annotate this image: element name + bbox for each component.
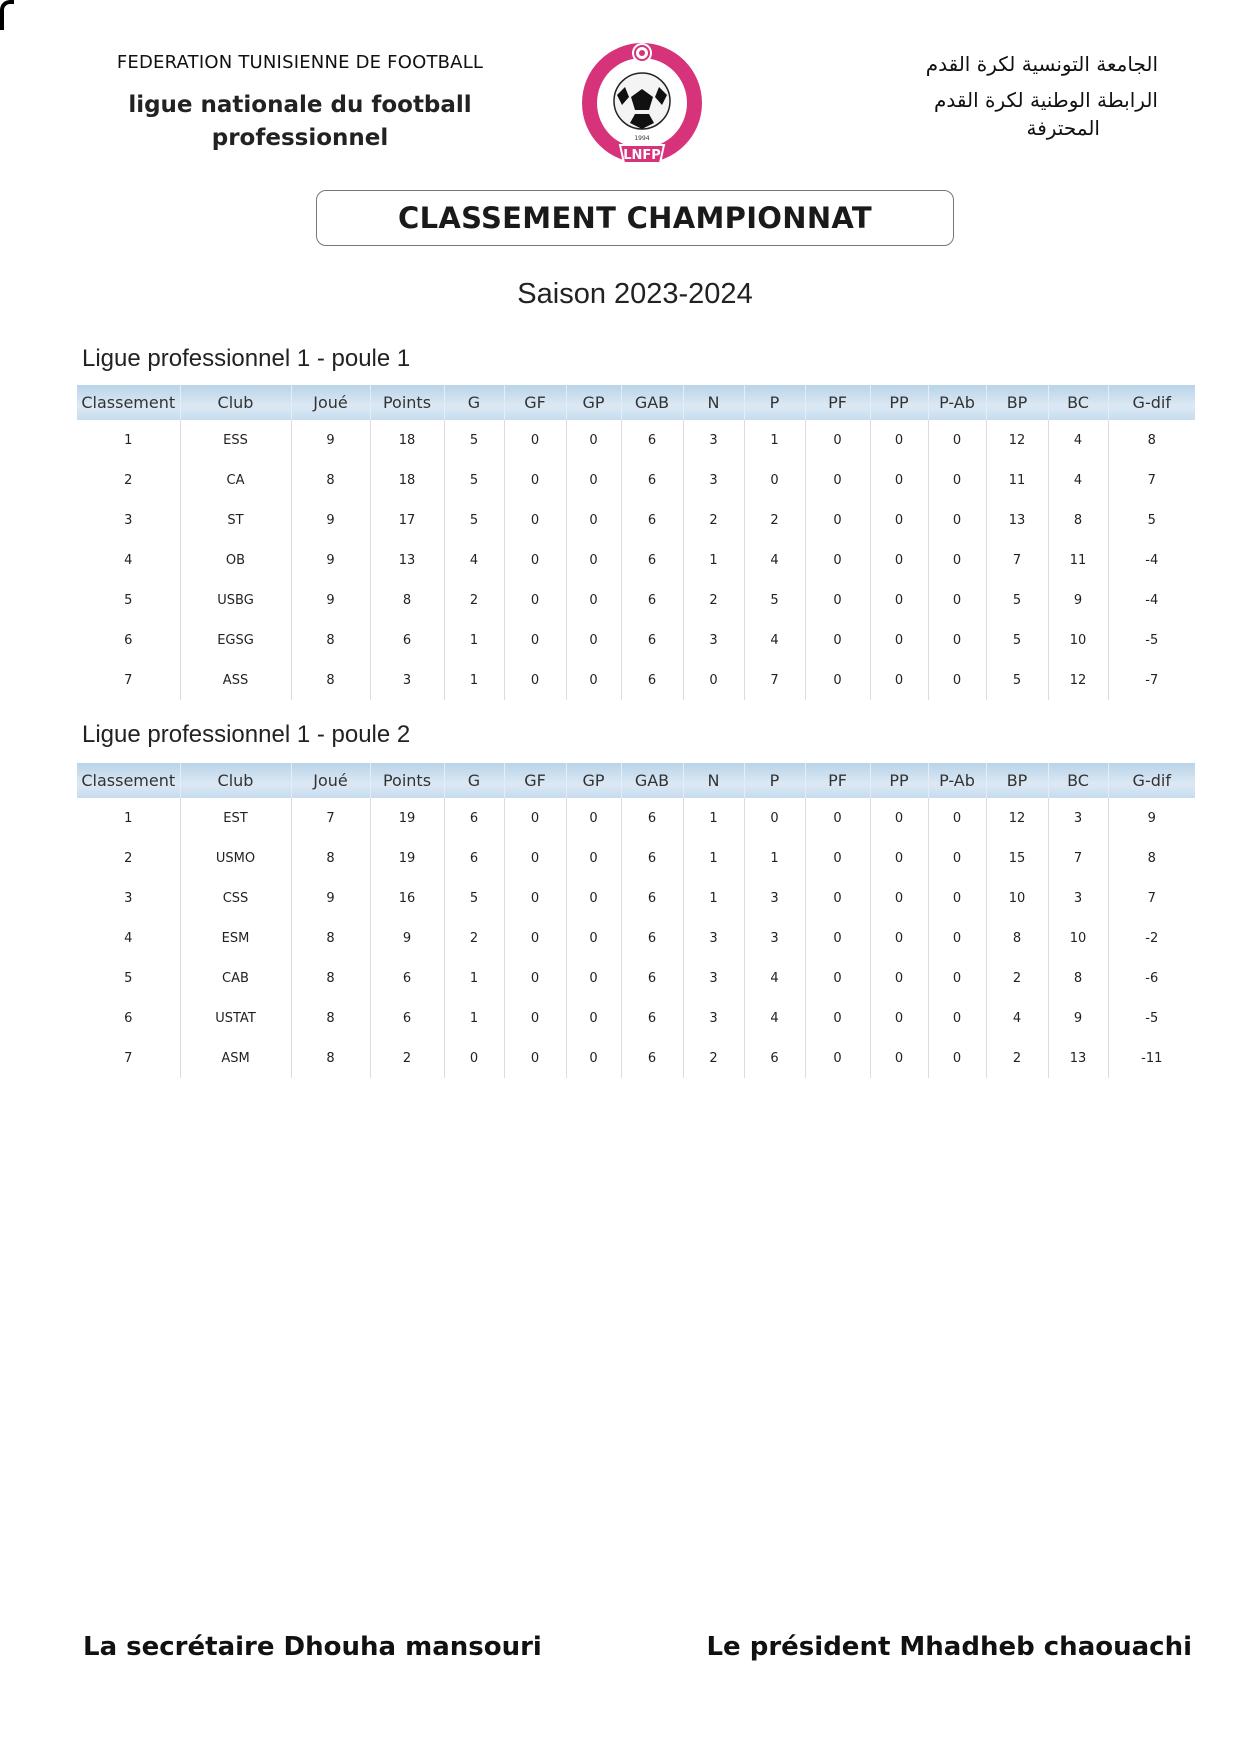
header-french <box>80 52 520 155</box>
table-cell: 6 <box>621 540 683 580</box>
table-cell: 0 <box>928 620 986 660</box>
table-cell: -5 <box>1108 620 1195 660</box>
table-row <box>77 580 1195 620</box>
table-cell: 2 <box>124 472 133 488</box>
table-cell: -6 <box>1108 958 1195 998</box>
table-cell: -5 <box>1108 998 1195 1038</box>
scan-corner-mark <box>0 0 14 30</box>
table-cell: 0 <box>566 838 621 878</box>
table-cell: 4 <box>744 998 805 1038</box>
table-cell: 3 <box>683 918 744 958</box>
table-cell: 5 <box>444 420 504 460</box>
column-header: N <box>683 763 744 798</box>
table-cell: 1 <box>444 958 504 998</box>
column-header: Joué <box>291 385 370 420</box>
table-cell: 1 <box>744 838 805 878</box>
table-cell: 7 <box>1108 460 1195 500</box>
poule-1-title: Ligue professionnel 1 - poule 1 <box>82 345 411 372</box>
table-cell: 3 <box>683 998 744 1038</box>
table-cell: 0 <box>504 620 566 660</box>
table-cell: 2 <box>683 1038 744 1078</box>
table-cell: 0 <box>504 500 566 540</box>
column-header: GP <box>566 763 621 798</box>
table-cell: 0 <box>870 958 928 998</box>
column-header: PP <box>870 385 928 420</box>
table-cell: 3 <box>683 620 744 660</box>
column-header: PF <box>805 763 870 798</box>
table-cell: 0 <box>504 958 566 998</box>
table-cell: 0 <box>870 660 928 700</box>
table-cell: 0 <box>566 660 621 700</box>
table-cell: 16 <box>370 878 444 918</box>
column-header: P <box>744 385 805 420</box>
president-signature: Le président Mhadheb chaouachi <box>706 1632 1192 1662</box>
table-cell: 0 <box>928 878 986 918</box>
column-header: Classement <box>77 385 180 420</box>
table-cell: 6 <box>444 798 504 838</box>
column-header: Club <box>180 385 291 420</box>
table-cell: 0 <box>504 838 566 878</box>
table-cell: 0 <box>805 580 870 620</box>
table-cell: 6 <box>444 838 504 878</box>
table-cell: 9 <box>1108 798 1195 838</box>
table-cell: 9 <box>291 420 370 460</box>
table-cell: 2 <box>683 500 744 540</box>
table-cell: 9 <box>370 918 444 958</box>
logo-text: LNFP <box>623 148 661 163</box>
table-cell: ESM <box>180 918 291 958</box>
table-cell: 6 <box>744 1038 805 1078</box>
table-cell: 8 <box>986 918 1048 958</box>
table-cell: 0 <box>805 620 870 660</box>
lnfp-logo-icon <box>575 39 710 174</box>
table-cell: 0 <box>566 460 621 500</box>
table-cell: 2 <box>444 918 504 958</box>
table-cell: 7 <box>986 540 1048 580</box>
table-cell: 4 <box>124 930 133 946</box>
table-cell: 3 <box>683 420 744 460</box>
table-cell: 0 <box>566 420 621 460</box>
column-header: PP <box>870 763 928 798</box>
table-row <box>77 838 1195 878</box>
table-cell: 2 <box>444 580 504 620</box>
table-cell: 7 <box>744 660 805 700</box>
table-cell: 0 <box>805 500 870 540</box>
standings-table-poule-1 <box>77 385 1195 700</box>
table-cell: 8 <box>291 998 370 1038</box>
table-cell: 0 <box>928 580 986 620</box>
table-cell: 12 <box>986 420 1048 460</box>
table-cell: 9 <box>291 878 370 918</box>
table-cell: 0 <box>870 460 928 500</box>
table-cell: 0 <box>870 500 928 540</box>
table-cell: 6 <box>621 798 683 838</box>
table-cell: 0 <box>928 420 986 460</box>
table-cell: 0 <box>504 798 566 838</box>
table-cell: 0 <box>566 500 621 540</box>
table-cell: 8 <box>1048 500 1108 540</box>
table-cell: 8 <box>1108 420 1195 460</box>
table-cell: 8 <box>291 918 370 958</box>
table-cell: CAB <box>180 958 291 998</box>
table-cell: 0 <box>566 540 621 580</box>
table-cell: 4 <box>124 552 133 568</box>
table-cell: 0 <box>566 620 621 660</box>
table-cell: 0 <box>504 460 566 500</box>
table-cell: 6 <box>370 998 444 1038</box>
table-row <box>77 798 1195 838</box>
arabic-league-line1: الرابطة الوطنية لكرة القدم <box>933 88 1158 112</box>
table-cell: 0 <box>928 1038 986 1078</box>
table-cell: 9 <box>291 540 370 580</box>
table-cell: 6 <box>621 500 683 540</box>
table-cell: 5 <box>444 878 504 918</box>
table-cell: 0 <box>870 838 928 878</box>
table-cell: 1 <box>444 998 504 1038</box>
table-cell: 6 <box>621 878 683 918</box>
column-header: Points <box>370 385 444 420</box>
table-cell: 0 <box>566 878 621 918</box>
column-header: G <box>444 763 504 798</box>
table-cell: 5 <box>124 970 133 986</box>
table-cell: 2 <box>744 500 805 540</box>
table-cell: 3 <box>1048 798 1108 838</box>
arabic-league-line2: المحترفة <box>1026 116 1100 140</box>
table-cell: 0 <box>566 580 621 620</box>
table-cell: 0 <box>805 838 870 878</box>
table-cell: 6 <box>124 1010 133 1026</box>
table-cell: 5 <box>986 660 1048 700</box>
column-header: G <box>444 385 504 420</box>
table-cell: 0 <box>870 998 928 1038</box>
table-cell: 6 <box>370 620 444 660</box>
season-label: Saison 2023-2024 <box>517 278 753 310</box>
table-cell: EGSG <box>180 620 291 660</box>
table-cell: 0 <box>870 620 928 660</box>
table-cell: 0 <box>566 1038 621 1078</box>
table-cell: -4 <box>1108 580 1195 620</box>
league-name-line2: professionnel <box>211 125 389 151</box>
column-header: GF <box>504 763 566 798</box>
arabic-federation-name: الجامعة التونسية لكرة القدم <box>925 52 1158 76</box>
table-cell: 0 <box>870 798 928 838</box>
table-cell: 3 <box>124 890 133 906</box>
table-cell: 1 <box>683 878 744 918</box>
table-cell: 12 <box>986 798 1048 838</box>
table-cell: 10 <box>1048 918 1108 958</box>
table-cell: 0 <box>504 660 566 700</box>
table-cell: 1 <box>444 660 504 700</box>
table-cell: 8 <box>1108 838 1195 878</box>
table-cell: 0 <box>870 420 928 460</box>
table-cell: 0 <box>683 660 744 700</box>
league-name-line1: ligue nationale du football <box>128 92 472 118</box>
table-cell: 8 <box>291 958 370 998</box>
table-cell: 8 <box>291 460 370 500</box>
table-cell: 8 <box>291 1038 370 1078</box>
table-cell: 0 <box>928 958 986 998</box>
table-cell: 4 <box>1048 420 1108 460</box>
table-cell: 0 <box>928 918 986 958</box>
table-cell: 5 <box>444 460 504 500</box>
table-cell: 0 <box>805 798 870 838</box>
column-header: GAB <box>621 763 683 798</box>
table-cell: 0 <box>744 798 805 838</box>
table-cell: ST <box>180 500 291 540</box>
table-cell: 0 <box>928 838 986 878</box>
column-header: N <box>683 385 744 420</box>
table-cell: ASM <box>180 1038 291 1078</box>
table-header-row <box>77 385 1195 420</box>
column-header: P <box>744 763 805 798</box>
table-cell: 6 <box>621 660 683 700</box>
table-cell: 6 <box>621 460 683 500</box>
column-header: GP <box>566 385 621 420</box>
table-cell: 6 <box>621 958 683 998</box>
document-title: CLASSEMENT CHAMPIONNAT <box>398 201 872 235</box>
table-row <box>77 918 1195 958</box>
table-cell: 5 <box>444 500 504 540</box>
column-header: P-Ab <box>928 385 986 420</box>
table-cell: 0 <box>504 580 566 620</box>
table-cell: 0 <box>805 878 870 918</box>
table-cell: -4 <box>1108 540 1195 580</box>
table-cell: 7 <box>124 672 133 688</box>
table-cell: 8 <box>1048 958 1108 998</box>
table-cell: 0 <box>805 918 870 958</box>
table-cell: 3 <box>683 958 744 998</box>
table-cell: USBG <box>180 580 291 620</box>
table-row <box>77 540 1195 580</box>
table-cell: 5 <box>986 580 1048 620</box>
table-header-row <box>77 763 1195 798</box>
table-cell: 1 <box>124 432 133 448</box>
table-cell: 9 <box>291 580 370 620</box>
table-cell: OB <box>180 540 291 580</box>
table-cell: 0 <box>504 420 566 460</box>
table-cell: 0 <box>566 998 621 1038</box>
table-cell: 5 <box>986 620 1048 660</box>
table-cell: 5 <box>1108 500 1195 540</box>
table-cell: 0 <box>504 540 566 580</box>
table-row <box>77 998 1195 1038</box>
table-cell: 2 <box>124 850 133 866</box>
table-cell: 0 <box>805 660 870 700</box>
table-cell: 4 <box>744 958 805 998</box>
table-cell: 15 <box>986 838 1048 878</box>
poule-2-title: Ligue professionnel 1 - poule 2 <box>82 721 411 748</box>
table-cell: 0 <box>504 878 566 918</box>
table-cell: 18 <box>370 420 444 460</box>
table-cell: 6 <box>124 632 133 648</box>
column-header: GAB <box>621 385 683 420</box>
table-cell: 0 <box>870 918 928 958</box>
logo-year: 1994 <box>634 135 650 142</box>
column-header: GF <box>504 385 566 420</box>
table-cell: 0 <box>928 500 986 540</box>
table-cell: 0 <box>566 918 621 958</box>
table-cell: 0 <box>870 540 928 580</box>
table-cell: 1 <box>744 420 805 460</box>
table-cell: 7 <box>291 798 370 838</box>
table-cell: 0 <box>504 998 566 1038</box>
table-row <box>77 460 1195 500</box>
column-header: G-dif <box>1108 763 1195 798</box>
table-cell: 9 <box>1048 998 1108 1038</box>
table-cell: 0 <box>805 958 870 998</box>
table-cell: 2 <box>370 1038 444 1078</box>
table-cell: 4 <box>744 620 805 660</box>
table-cell: 6 <box>370 958 444 998</box>
table-cell: 0 <box>928 798 986 838</box>
table-cell: 0 <box>870 1038 928 1078</box>
table-cell: 0 <box>805 540 870 580</box>
table-cell: 4 <box>986 998 1048 1038</box>
table-cell: 1 <box>683 798 744 838</box>
table-cell: ASS <box>180 660 291 700</box>
table-cell: 8 <box>291 620 370 660</box>
table-cell: 0 <box>504 1038 566 1078</box>
table-cell: 1 <box>683 838 744 878</box>
table-cell: 0 <box>744 460 805 500</box>
table-cell: 5 <box>744 580 805 620</box>
table-cell: -7 <box>1108 660 1195 700</box>
table-cell: 0 <box>805 460 870 500</box>
table-cell: CA <box>180 460 291 500</box>
table-cell: 6 <box>621 1038 683 1078</box>
column-header: BC <box>1048 763 1108 798</box>
column-header: Joué <box>291 763 370 798</box>
table-cell: 11 <box>986 460 1048 500</box>
column-header: G-dif <box>1108 385 1195 420</box>
column-header: BP <box>986 763 1048 798</box>
table-cell: 6 <box>621 998 683 1038</box>
table-cell: 2 <box>986 1038 1048 1078</box>
table-cell: 3 <box>683 460 744 500</box>
table-cell: 1 <box>124 810 133 826</box>
table-cell: 8 <box>291 838 370 878</box>
table-cell: 2 <box>683 580 744 620</box>
table-row <box>77 620 1195 660</box>
table-row <box>77 500 1195 540</box>
table-cell: 2 <box>986 958 1048 998</box>
table-cell: 0 <box>805 998 870 1038</box>
table-cell: -2 <box>1108 918 1195 958</box>
table-cell: 13 <box>986 500 1048 540</box>
table-cell: 13 <box>1048 1038 1108 1078</box>
table-cell: 5 <box>124 592 133 608</box>
table-cell: EST <box>180 798 291 838</box>
table-cell: 13 <box>370 540 444 580</box>
table-cell: 1 <box>683 540 744 580</box>
column-header: Club <box>180 763 291 798</box>
table-cell: 0 <box>928 998 986 1038</box>
table-cell: 3 <box>744 918 805 958</box>
table-cell: 0 <box>928 460 986 500</box>
table-cell: 6 <box>621 620 683 660</box>
table-cell: 0 <box>928 660 986 700</box>
table-cell: 0 <box>444 1038 504 1078</box>
table-cell: 11 <box>1048 540 1108 580</box>
column-header: BC <box>1048 385 1108 420</box>
table-cell: 3 <box>124 512 133 528</box>
federation-name: FEDERATION TUNISIENNE DE FOOTBALL <box>116 52 484 73</box>
table-cell: 9 <box>291 500 370 540</box>
table-row <box>77 958 1195 998</box>
column-header: BP <box>986 385 1048 420</box>
table-cell: 6 <box>621 918 683 958</box>
document-title-box <box>316 190 954 246</box>
table-cell: 0 <box>504 918 566 958</box>
table-cell: ESS <box>180 420 291 460</box>
league-name <box>80 89 520 155</box>
table-cell: USTAT <box>180 998 291 1038</box>
table-cell: CSS <box>180 878 291 918</box>
table-row <box>77 660 1195 700</box>
column-header: PF <box>805 385 870 420</box>
column-header: P-Ab <box>928 763 986 798</box>
table-cell: 4 <box>444 540 504 580</box>
column-header: Classement <box>77 763 180 798</box>
column-header: Points <box>370 763 444 798</box>
table-cell: 12 <box>1048 660 1108 700</box>
table-cell: 18 <box>370 460 444 500</box>
table-row <box>77 420 1195 460</box>
table-cell: 0 <box>805 420 870 460</box>
table-cell: USMO <box>180 838 291 878</box>
table-cell: 4 <box>744 540 805 580</box>
table-cell: 6 <box>621 580 683 620</box>
table-cell: 10 <box>986 878 1048 918</box>
table-cell: 6 <box>621 420 683 460</box>
table-cell: 10 <box>1048 620 1108 660</box>
table-cell: 0 <box>928 540 986 580</box>
table-cell: -11 <box>1108 1038 1195 1078</box>
table-cell: 1 <box>444 620 504 660</box>
table-cell: 0 <box>870 878 928 918</box>
table-cell: 0 <box>870 580 928 620</box>
table-cell: 7 <box>124 1050 133 1066</box>
table-cell: 7 <box>1048 838 1108 878</box>
table-cell: 8 <box>370 580 444 620</box>
table-row <box>77 878 1195 918</box>
table-cell: 3 <box>1048 878 1108 918</box>
table-cell: 19 <box>370 798 444 838</box>
table-cell: 19 <box>370 838 444 878</box>
table-row <box>77 1038 1195 1078</box>
table-cell: 3 <box>370 660 444 700</box>
table-cell: 0 <box>805 1038 870 1078</box>
table-cell: 8 <box>291 660 370 700</box>
table-cell: 0 <box>566 798 621 838</box>
table-cell: 3 <box>744 878 805 918</box>
header-arabic <box>818 50 1158 142</box>
table-cell: 6 <box>621 838 683 878</box>
secretary-signature: La secrétaire Dhouha mansouri <box>83 1632 542 1662</box>
standings-table-poule-2 <box>77 763 1195 1078</box>
table-cell: 9 <box>1048 580 1108 620</box>
table-cell: 4 <box>1048 460 1108 500</box>
table-cell: 0 <box>566 958 621 998</box>
table-cell: 7 <box>1108 878 1195 918</box>
table-cell: 17 <box>370 500 444 540</box>
